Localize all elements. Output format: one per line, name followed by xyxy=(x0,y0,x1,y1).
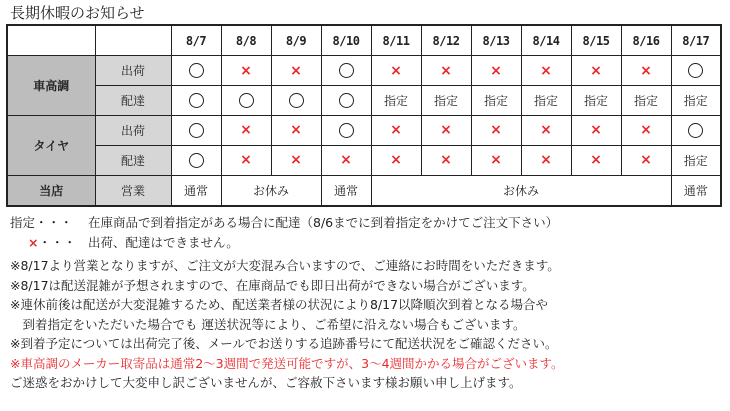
note-line: 到着指定をいただいた場合でも 運送状況等により、ご希望に沿えない場合もございます。 xyxy=(10,316,526,332)
cross-icon: × xyxy=(28,234,39,250)
designated-cell: 指定 xyxy=(621,86,671,116)
tire-ship-row xyxy=(7,115,721,145)
unavailable-cell xyxy=(421,115,471,145)
unavailable-cell xyxy=(521,115,571,145)
unavailable-cell xyxy=(421,145,471,175)
circle-icon xyxy=(189,63,204,78)
cross-icon: × xyxy=(540,122,552,139)
circle-icon xyxy=(239,93,254,108)
business-open: 通常 xyxy=(671,175,721,206)
cross-icon: × xyxy=(340,152,352,169)
available-cell xyxy=(671,56,721,86)
car-deliver-row xyxy=(7,86,721,116)
cross-icon: × xyxy=(640,62,652,79)
unavailable-cell xyxy=(421,56,471,86)
designated-cell: 指定 xyxy=(521,86,571,116)
circle-icon xyxy=(688,63,703,78)
store-row xyxy=(7,175,721,206)
date-cell: 8/15 xyxy=(571,25,621,56)
legend-shitei xyxy=(10,213,725,233)
closing-line: ご迷惑をおかけして大変申し訳ございませんが、ご容赦下さいます様お願い申し上げます。 xyxy=(10,375,522,390)
designated-cell: 指定 xyxy=(471,86,521,116)
notes-section xyxy=(10,213,725,393)
unavailable-cell xyxy=(521,145,571,175)
unavailable-cell xyxy=(621,115,671,145)
available-cell xyxy=(671,115,721,145)
cross-icon: × xyxy=(390,122,402,139)
tire-deliver-row xyxy=(7,145,721,175)
category-tire: タイヤ xyxy=(7,115,95,175)
legend-cross-dots: ・・・ xyxy=(38,234,76,250)
unavailable-cell xyxy=(471,56,521,86)
legend-shitei-key: 指定・・・ xyxy=(10,215,73,230)
cross-icon: × xyxy=(440,152,452,169)
sub-label-business: 営業 xyxy=(95,175,171,206)
cross-icon: × xyxy=(640,152,652,169)
unavailable-cell xyxy=(221,115,271,145)
cross-icon: × xyxy=(590,122,602,139)
sub-label-ship: 出荷 xyxy=(95,115,171,145)
cross-icon: × xyxy=(240,152,252,169)
unavailable-cell xyxy=(571,115,621,145)
circle-icon xyxy=(339,123,354,138)
note-line: ※8/17は配送混雑が予想されますので、在庫商品でも即日出荷ができない場合がございます。 xyxy=(10,277,535,293)
unavailable-cell xyxy=(271,145,321,175)
designated-cell: 指定 xyxy=(421,86,471,116)
circle-icon xyxy=(189,123,204,138)
available-cell xyxy=(171,115,221,145)
legend-cross xyxy=(10,233,725,253)
business-open: 通常 xyxy=(171,175,221,206)
category-car: 車高調 xyxy=(7,56,95,116)
unavailable-cell xyxy=(571,145,621,175)
cross-icon: × xyxy=(240,62,252,79)
business-closed: お休み xyxy=(371,175,671,206)
circle-icon xyxy=(189,93,204,108)
available-cell xyxy=(171,56,221,86)
date-header-row xyxy=(7,25,721,56)
cross-icon: × xyxy=(390,62,402,79)
unavailable-cell xyxy=(221,56,271,86)
cross-icon: × xyxy=(290,152,302,169)
schedule-table xyxy=(6,24,722,207)
cross-icon: × xyxy=(540,62,552,79)
page-title: 長期休暇のお知らせ xyxy=(10,4,145,22)
cross-icon: × xyxy=(390,152,402,169)
unavailable-cell xyxy=(621,145,671,175)
unavailable-cell xyxy=(221,145,271,175)
unavailable-cell xyxy=(271,56,321,86)
sub-label-deliver: 配達 xyxy=(95,86,171,116)
available-cell xyxy=(171,86,221,116)
designated-cell: 指定 xyxy=(571,86,621,116)
date-cell: 8/16 xyxy=(621,25,671,56)
designated-cell: 指定 xyxy=(671,86,721,116)
date-cell: 8/11 xyxy=(371,25,421,56)
circle-icon xyxy=(688,123,703,138)
unavailable-cell xyxy=(371,115,421,145)
cross-icon: × xyxy=(540,152,552,169)
legend-shitei-text: 在庫商品で到着指定がある場合に配達（8/6までに到着指定をかけてご注文下さい） xyxy=(88,215,559,230)
cross-icon: × xyxy=(290,62,302,79)
date-cell: 8/9 xyxy=(271,25,321,56)
available-cell xyxy=(321,56,371,86)
available-cell xyxy=(221,86,271,116)
cross-icon: × xyxy=(490,152,502,169)
cross-icon: × xyxy=(440,122,452,139)
available-cell xyxy=(171,145,221,175)
cross-icon: × xyxy=(290,122,302,139)
date-cell: 8/12 xyxy=(421,25,471,56)
cross-icon: × xyxy=(440,62,452,79)
unavailable-cell xyxy=(521,56,571,86)
date-cell: 8/17 xyxy=(671,25,721,56)
red-note: ※車高調のメーカー取寄品は通常2～3週間で発送可能ですが、3～4週間かかる場合がございます。 xyxy=(10,355,564,371)
business-open: 通常 xyxy=(321,175,371,206)
category-store: 当店 xyxy=(7,175,95,206)
note-line: ※到着予定については出荷完了後、メールでお送りする追跡番号にて配送状況をご確認ください。 xyxy=(10,336,558,351)
circle-icon xyxy=(289,93,304,108)
note-line: ※8/17より営業となりますが、ご注文が大変混み合いますので、ご連絡にお時間をいただきます。 xyxy=(10,258,560,273)
unavailable-cell xyxy=(571,56,621,86)
designated-cell: 指定 xyxy=(671,145,721,175)
unavailable-cell xyxy=(471,115,521,145)
corner-cell xyxy=(95,25,171,56)
date-cell: 8/13 xyxy=(471,25,521,56)
cross-icon: × xyxy=(490,122,502,139)
cross-icon: × xyxy=(590,62,602,79)
circle-icon xyxy=(189,153,204,168)
date-cell: 8/7 xyxy=(171,25,221,56)
circle-icon xyxy=(339,93,354,108)
corner-cell xyxy=(7,25,95,56)
unavailable-cell xyxy=(371,145,421,175)
sub-label-deliver: 配達 xyxy=(95,145,171,175)
unavailable-cell xyxy=(321,145,371,175)
business-closed: お休み xyxy=(221,175,321,206)
cross-icon: × xyxy=(240,122,252,139)
unavailable-cell xyxy=(471,145,521,175)
unavailable-cell xyxy=(271,115,321,145)
date-cell: 8/14 xyxy=(521,25,571,56)
sub-label-ship: 出荷 xyxy=(95,56,171,86)
designated-cell: 指定 xyxy=(371,86,421,116)
date-cell: 8/10 xyxy=(321,25,371,56)
cross-icon: × xyxy=(590,152,602,169)
available-cell xyxy=(271,86,321,116)
circle-icon xyxy=(339,63,354,78)
cross-icon: × xyxy=(640,122,652,139)
date-cell: 8/8 xyxy=(221,25,271,56)
note-line: ※連休前後は配送が大変混雑するため、配送業者様の状況により8/17以降順次到着となる場合や xyxy=(10,297,549,312)
unavailable-cell xyxy=(621,56,671,86)
unavailable-cell xyxy=(371,56,421,86)
car-ship-row xyxy=(7,56,721,86)
available-cell xyxy=(321,115,371,145)
legend-cross-text: 出荷、配達はできません。 xyxy=(88,234,239,250)
available-cell xyxy=(321,86,371,116)
cross-icon: × xyxy=(490,62,502,79)
